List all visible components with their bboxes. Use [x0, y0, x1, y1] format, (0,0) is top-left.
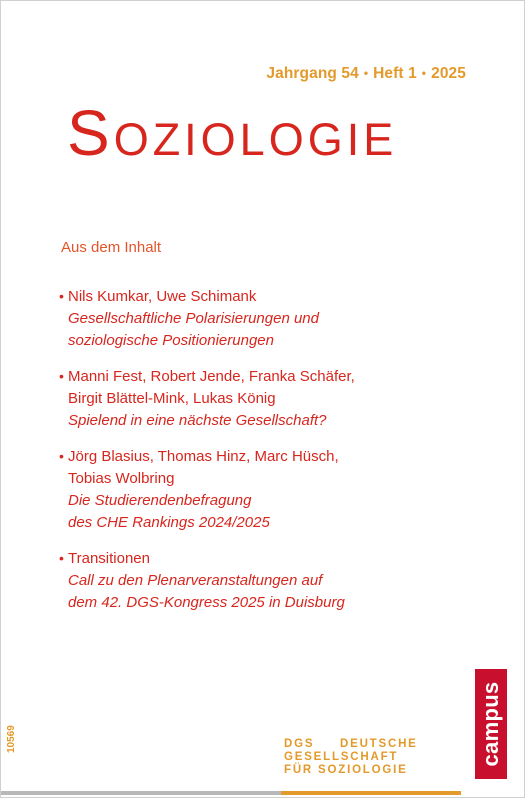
dgs-line-2: GESELLSCHAFT	[284, 751, 399, 763]
issue-year: 2025	[431, 65, 466, 82]
publisher-logo	[475, 669, 507, 779]
issue-info	[266, 65, 466, 83]
bullet: •	[59, 368, 64, 384]
entry-title: Call zu den Plenarveranstaltungen auf	[68, 572, 323, 589]
entry-authors: Birgit Blättel-Mink, Lukas König	[68, 390, 276, 407]
entry-title: Spielend in eine nächste Gesellschaft?	[68, 412, 327, 429]
entry-authors: • Transitionen	[59, 547, 479, 570]
entry-authors: Tobias Wolbring	[68, 470, 175, 487]
bullet: •	[59, 448, 64, 464]
contents-entry	[59, 285, 479, 352]
contents-entry	[59, 547, 479, 614]
bullet: •	[59, 550, 64, 566]
entry-authors: • Jörg Blasius, Thomas Hinz, Marc Hüsch,	[59, 445, 479, 468]
contents-heading: Aus dem Inhalt	[61, 239, 162, 256]
entry-title: soziologische Positionierungen	[68, 332, 274, 349]
dgs-line-1: DEUTSCHE	[340, 738, 418, 750]
bottom-bar-orange	[281, 791, 461, 795]
contents-entry	[59, 445, 479, 534]
entry-authors: • Manni Fest, Robert Jende, Franka Schäfer,	[59, 365, 479, 388]
bullet: •	[59, 288, 64, 304]
product-code: 10569	[6, 725, 17, 753]
publisher-name: campus	[478, 681, 503, 767]
issue-number: Heft 1	[373, 65, 417, 82]
entry-title: Die Studierendenbefragung	[68, 492, 252, 509]
separator-dot: •	[421, 66, 427, 80]
entry-title: des CHE Rankings 2024/2025	[68, 514, 270, 531]
contents-entry	[59, 365, 479, 432]
separator-dot: •	[363, 66, 369, 80]
volume-label: Jahrgang 54	[266, 65, 359, 82]
dgs-logo	[284, 738, 418, 777]
entry-authors: • Nils Kumkar, Uwe Schimank	[59, 285, 479, 308]
dgs-abbr: DGS	[284, 738, 315, 750]
bottom-bar-gray	[1, 791, 281, 795]
entry-title: dem 42. DGS-Kongress 2025 in Duisburg	[68, 594, 345, 611]
dgs-line-3: FÜR SOZIOLOGIE	[284, 764, 408, 776]
contents-list	[59, 285, 479, 627]
entry-title: Gesellschaftliche Polarisierungen und	[68, 310, 319, 327]
journal-title: Soziologie	[67, 97, 398, 169]
